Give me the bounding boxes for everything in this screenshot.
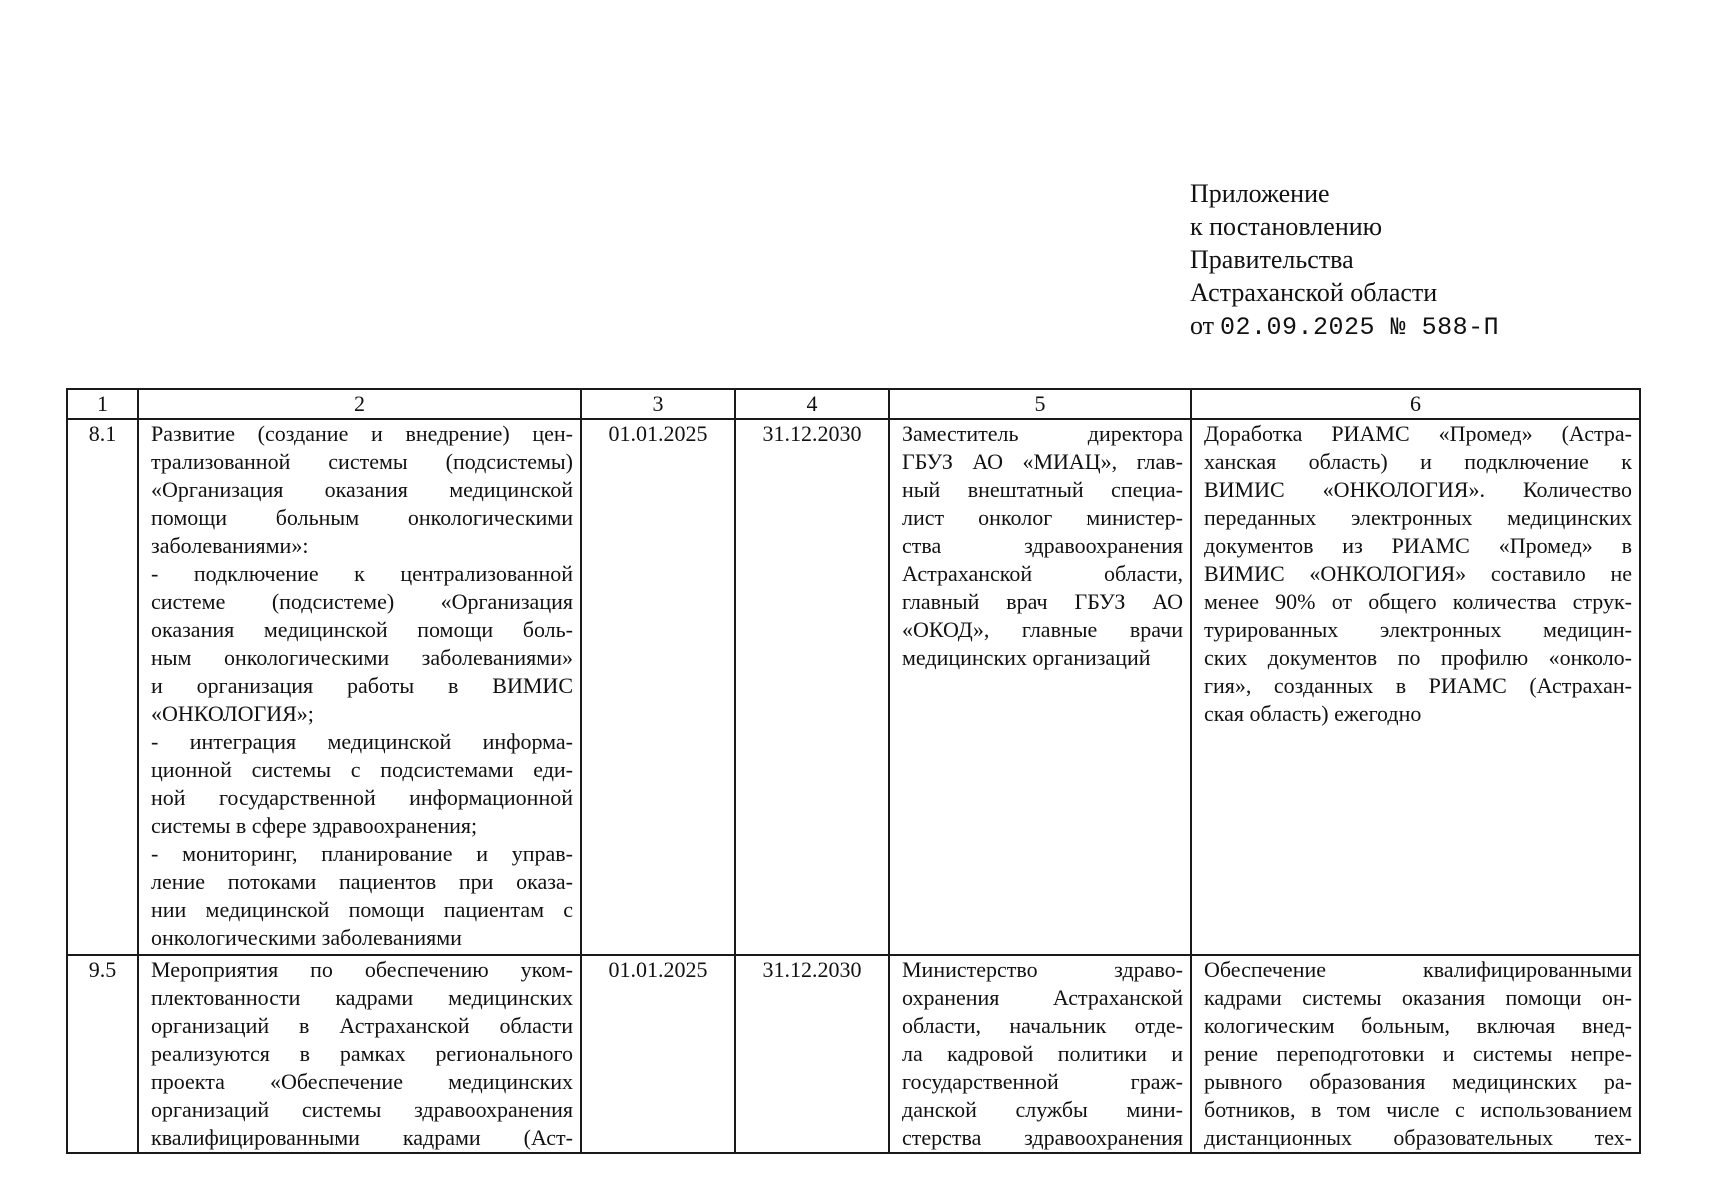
cell-text-line: «Организация оказания медицинской bbox=[151, 477, 573, 502]
cell-text-line: кологическим больным, включая внед- bbox=[1204, 1013, 1632, 1038]
cell-text-line: оказания медицинской помощи боль- bbox=[151, 617, 573, 642]
cell-text-line: ских документов по профилю «онколо- bbox=[1204, 645, 1632, 670]
cell-text-line: ной государственной информационной bbox=[151, 785, 573, 810]
cell-text-line: Обеспечение квалифицированными bbox=[1204, 957, 1632, 982]
column-number: 5 bbox=[889, 389, 1191, 419]
cell-text-line: - мониторинг, планирование и управ- bbox=[151, 841, 573, 866]
cell-text-line: ГБУЗ АО «МИАЦ», глав- bbox=[902, 449, 1183, 474]
cell-text-line: помощи больным онкологическими bbox=[151, 505, 573, 530]
responsible-persons bbox=[889, 419, 1191, 955]
cell-text-line: реализуются в рамках регионального bbox=[151, 1041, 573, 1066]
cell-text-line: трализованной системы (подсистемы) bbox=[151, 449, 573, 474]
start-date: 01.01.2025 bbox=[581, 955, 735, 1153]
measure-description bbox=[138, 419, 581, 955]
cell-text-line: - интеграция медицинской информа- bbox=[151, 729, 573, 754]
cell-text-line: ным онкологическими заболеваниями» bbox=[151, 645, 573, 670]
resolution-date-stamp: 02.09.2025 № 588-П bbox=[1220, 313, 1500, 342]
cell-text-line: онкологическими заболеваниями bbox=[151, 925, 462, 950]
appendix-line: Приложение bbox=[1190, 179, 1330, 208]
cell-text-line: гия», созданных в РИАМС (Астрахан- bbox=[1204, 673, 1632, 698]
expected-result bbox=[1191, 419, 1640, 955]
cell-text-line: охранения Астраханской bbox=[902, 985, 1183, 1010]
cell-text-line: Заместитель директора bbox=[902, 421, 1183, 446]
cell-text-line: ционной системы с подсистемами еди- bbox=[151, 757, 573, 782]
cell-text-line: «ОКОД», главные врачи bbox=[902, 617, 1183, 642]
cell-text-line: медицинских организаций bbox=[902, 645, 1151, 670]
cell-text-line: и организация работы в ВИМИС bbox=[151, 673, 573, 698]
cell-text-line: системы в сфере здравоохранения; bbox=[151, 813, 478, 838]
cell-text-line: Министерство здраво- bbox=[902, 957, 1183, 982]
cell-text-line: кадрами системы оказания помощи он- bbox=[1204, 985, 1632, 1010]
cell-text-line: рение переподготовки и системы непре- bbox=[1204, 1041, 1632, 1066]
cell-text-line: ВИМИС «ОНКОЛОГИЯ» составило не bbox=[1204, 561, 1632, 586]
appendix-line: Правительства bbox=[1190, 245, 1354, 274]
cell-text-line: Астраханской области, bbox=[902, 561, 1183, 586]
cell-text-line: переданных электронных медицинских bbox=[1204, 505, 1632, 530]
table-row bbox=[67, 419, 1640, 955]
cell-text-line: Мероприятия по обеспечению уком- bbox=[151, 957, 573, 982]
responsible-persons bbox=[889, 955, 1191, 1153]
cell-text-line: ская область) ежегодно bbox=[1204, 701, 1422, 726]
appendix-line: Астраханской области bbox=[1190, 278, 1438, 307]
column-number: 1 bbox=[67, 389, 138, 419]
cell-text-line: документов из РИАМС «Промед» в bbox=[1204, 533, 1632, 558]
column-number: 3 bbox=[581, 389, 735, 419]
table-header-row bbox=[67, 389, 1640, 419]
item-number: 8.1 bbox=[67, 419, 138, 955]
cell-text-line: организаций системы здравоохранения bbox=[151, 1097, 573, 1122]
cell-text-line: ВИМИС «ОНКОЛОГИЯ». Количество bbox=[1204, 477, 1632, 502]
cell-text-line: стерства здравоохранения bbox=[902, 1125, 1183, 1150]
item-number: 9.5 bbox=[67, 955, 138, 1153]
cell-text-line: заболеваниями»: bbox=[151, 533, 309, 558]
cell-text-line: проекта «Обеспечение медицинских bbox=[151, 1069, 573, 1094]
measures-table bbox=[66, 388, 1641, 1154]
expected-result bbox=[1191, 955, 1640, 1153]
end-date: 31.12.2030 bbox=[735, 419, 889, 955]
appendix-line: к постановлению bbox=[1190, 212, 1383, 241]
column-number: 6 bbox=[1191, 389, 1640, 419]
start-date: 01.01.2025 bbox=[581, 419, 735, 955]
cell-text-line: лист онколог министер- bbox=[902, 505, 1183, 530]
date-prefix: от bbox=[1190, 311, 1215, 340]
cell-text-line: организаций в Астраханской области bbox=[151, 1013, 573, 1038]
cell-text-line: ства здравоохранения bbox=[902, 533, 1183, 558]
cell-text-line: ла кадровой политики и bbox=[902, 1041, 1183, 1066]
cell-text-line: менее 90% от общего количества струк- bbox=[1204, 589, 1632, 614]
cell-text-line: Доработка РИАМС «Промед» (Астра- bbox=[1204, 421, 1632, 446]
cell-text-line: государственной граж- bbox=[902, 1069, 1183, 1094]
table-row bbox=[67, 955, 1640, 1153]
cell-text-line: квалифицированными кадрами (Аст- bbox=[151, 1125, 573, 1150]
cell-text-line: ный внештатный специа- bbox=[902, 477, 1183, 502]
cell-text-line: рывного образования медицинских ра- bbox=[1204, 1069, 1632, 1094]
cell-text-line: плектованности кадрами медицинских bbox=[151, 985, 573, 1010]
cell-text-line: данской службы мини- bbox=[902, 1097, 1183, 1122]
cell-text-line: «ОНКОЛОГИЯ»; bbox=[151, 701, 314, 726]
cell-text-line: ботников, в том числе с использованием bbox=[1204, 1097, 1632, 1122]
cell-text-line: Развитие (создание и внедрение) цен- bbox=[151, 421, 573, 446]
cell-text-line: главный врач ГБУЗ АО bbox=[902, 589, 1183, 614]
resolution-date-line bbox=[1190, 309, 1499, 344]
end-date: 31.12.2030 bbox=[735, 955, 889, 1153]
cell-text-line: ление потоками пациентов при оказа- bbox=[151, 869, 573, 894]
measure-description bbox=[138, 955, 581, 1153]
appendix-header bbox=[1190, 177, 1499, 344]
cell-text-line: нии медицинской помощи пациентам с bbox=[151, 897, 573, 922]
column-number: 4 bbox=[735, 389, 889, 419]
cell-text-line: ханская область) и подключение к bbox=[1204, 449, 1632, 474]
cell-text-line: - подключение к централизованной bbox=[151, 561, 573, 586]
cell-text-line: дистанционных образовательных тех- bbox=[1204, 1125, 1632, 1150]
column-number: 2 bbox=[138, 389, 581, 419]
cell-text-line: области, начальник отде- bbox=[902, 1013, 1183, 1038]
cell-text-line: турированных электронных медицин- bbox=[1204, 617, 1632, 642]
cell-text-line: системе (подсистеме) «Организация bbox=[151, 589, 573, 614]
